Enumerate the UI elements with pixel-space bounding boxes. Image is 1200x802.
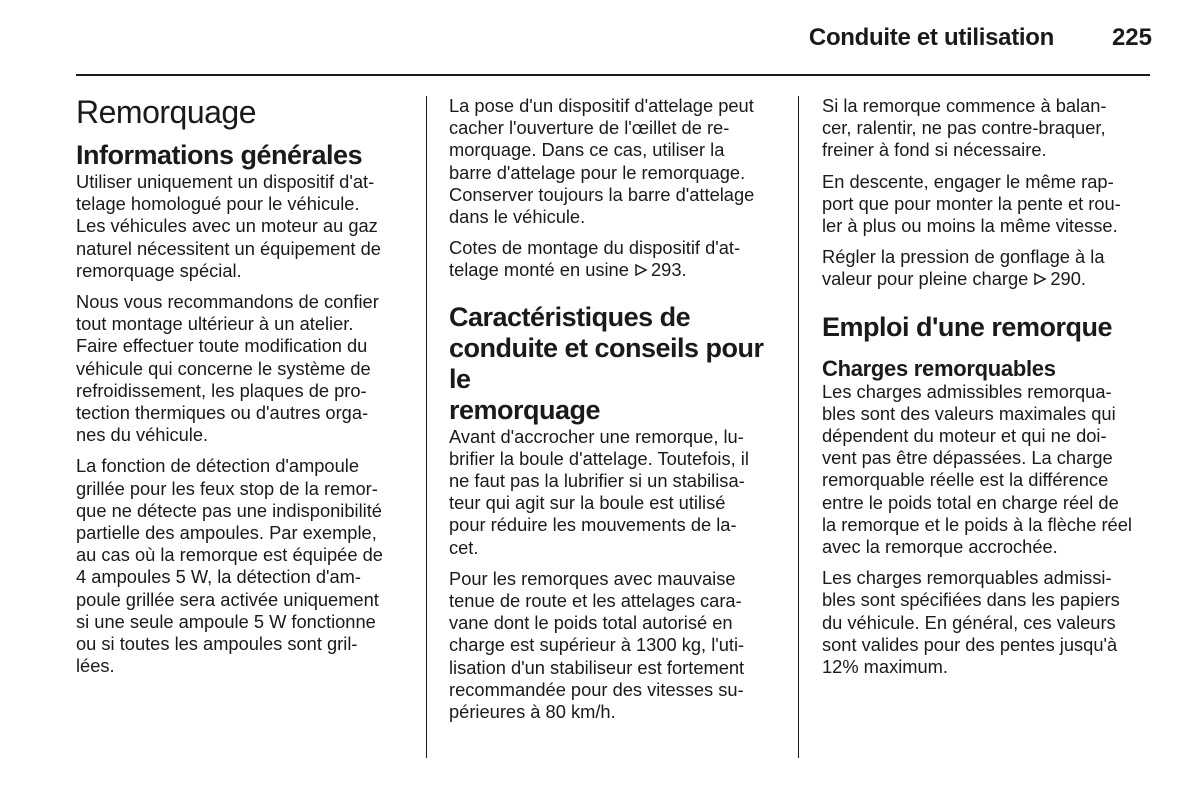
paragraph: Nous vous recommandons de confier tout montage ultérieur à un atelier. Faire effectuer toute modification du véhicule qui concerne le système de refroidissement, les plaques de pro- tection thermiques ou d'autres orga- nes du véhicule. bbox=[76, 291, 379, 446]
paragraph: En descente, engager le même rap- port que pour monter la pente et rou- ler à plus ou moins la même vitesse. bbox=[822, 170, 1121, 237]
subsection-title: Informations générales bbox=[76, 140, 363, 170]
column-divider-2 bbox=[798, 96, 799, 758]
paragraph: Les charges admissibles remorqua- bles sont des valeurs maximales qui dépendent du moteur et qui ne doi- vent pas être dépassées. La charge remorquable réelle est la différence entre le poids total en charge réel de la remorque et le poids à la flèche réel avec la remorque accrochée. bbox=[822, 380, 1132, 558]
paragraph-with-reference bbox=[449, 237, 783, 281]
section-title: Emploi d'une remorque bbox=[822, 311, 1112, 342]
paragraph: Avant d'accrocher une remorque, lu- brifier la boule d'attelage. Toutefois, il ne faut pas la lubrifier si un stabilisa- teur qui agit sur la boule est utilisé pour réduire les mouvements de la- cet. bbox=[449, 425, 749, 558]
paragraph-with-reference bbox=[822, 246, 1152, 290]
paragraph: La fonction de détection d'ampoule grillée pour les feux stop de la remor- que ne détecte pas une indisponibilité partielle des ampoules. Par exemple, au cas où la remorque est équipée de 4 ampoules 5 W, la détection d'am- poule grillée sera activée uniquement si une seule ampoule 5 W fonctionne ou si toutes les ampoules sont gril- lées. bbox=[76, 455, 383, 677]
paragraph-text: Régler la pression de gonflage à la valeur pour pleine charge bbox=[822, 246, 1105, 290]
page-reference-link[interactable]: 290. bbox=[1050, 268, 1086, 290]
page-reference-arrow-icon bbox=[1033, 272, 1047, 286]
paragraph-text: Cotes de montage du dispositif d'at- telage monté en usine bbox=[449, 237, 741, 281]
section-title: Remorquage bbox=[76, 94, 256, 130]
page-number: 225 bbox=[1111, 24, 1152, 51]
paragraph: Pour les remorques avec mauvaise tenue de route et les attelages cara- vane dont le poids total autorisé en charge est supérieur à 1300 kg, l'uti- lisation d'un stabiliseur est fortement recommandée pour des vitesses su- périeures à 80 km/h. bbox=[449, 567, 745, 723]
paragraph: Utiliser uniquement un dispositif d'at- telage homologué pour le véhicule. Les véhicules avec un moteur au gaz naturel nécessitent un équipement de remorquage spécial. bbox=[76, 171, 381, 281]
paragraph: Si la remorque commence à balan- cer, ralentir, ne pas contre-braquer, freiner à fond si nécessaire. bbox=[822, 95, 1107, 161]
page-reference-arrow-icon bbox=[634, 263, 648, 277]
column-3 bbox=[822, 95, 1152, 687]
column-2 bbox=[449, 95, 783, 732]
header-divider bbox=[76, 74, 1150, 76]
subsection-title: Caractéristiques de conduite et conseils pour le remorquage bbox=[449, 301, 764, 425]
subsection-title: Charges remorquables bbox=[822, 355, 1056, 381]
page-reference-link[interactable]: 293. bbox=[650, 259, 687, 281]
column-1 bbox=[76, 92, 412, 686]
running-header-title: Conduite et utilisation bbox=[808, 24, 1054, 51]
paragraph: Les charges remorquables admissi- bles sont spécifiées dans les papiers du véhicule. En général, ces valeurs sont valides pour des pentes jusqu'à 12% maximum. bbox=[822, 567, 1120, 678]
column-divider-1 bbox=[426, 96, 427, 758]
paragraph: La pose d'un dispositif d'attelage peut cacher l'ouverture de l'œillet de re- morquage. Dans ce cas, utiliser la barre d'attelage pour le remorquage. Conserver toujours la barre d'attelage dans le véhicule. bbox=[449, 95, 755, 228]
